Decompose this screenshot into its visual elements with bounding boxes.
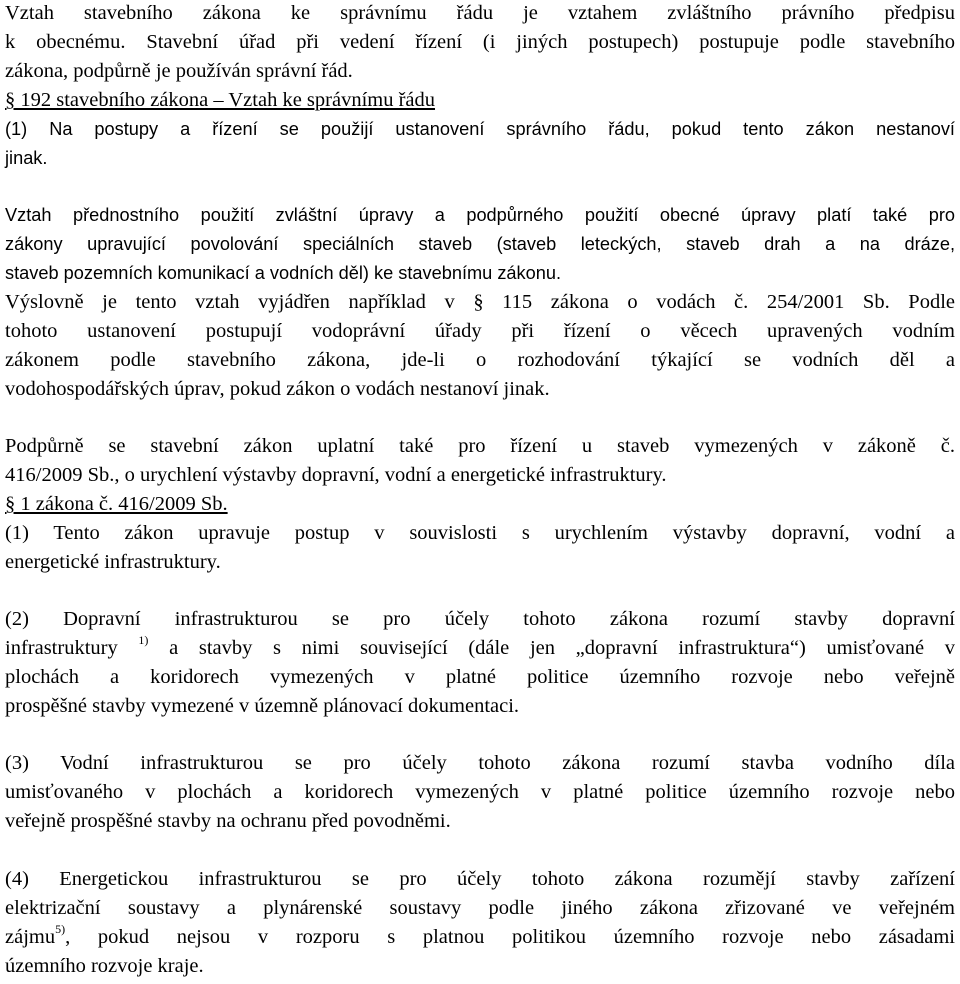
text-line: zákona, podpůrně je používán správní řád. [5,60,353,82]
text-line: Výslovně je tento vztah vyjádřen například v § 115 zákona o vodách č. 254/2001 Sb. Podle [5,291,955,313]
text-line: umisťovaného v plochách a koridorech vymezených v platné politice územního rozvoje nebo [5,781,955,803]
text-span: infrastruktury [5,637,139,659]
section-heading [5,87,955,114]
text-line: (2) Dopravní infrastrukturou se pro účely tohoto zákona rozumí stavby dopravní [5,608,955,630]
text-line: plochách a koridorech vymezených v platné politice územního rozvoje nebo veřejně [5,666,955,688]
text-line: Vztah přednostního použití zvláštní úpravy a podpůrného použití obecné úpravy platí také pro [5,205,955,225]
text-line: územního rozvoje kraje. [5,955,204,977]
text-line: (1) Na postupy a řízení se použijí ustanovení správního řádu, pokud tento zákon nestanoví [5,119,955,139]
law-heading [5,491,955,518]
text-line: elektrizační soustavy a plynárenské soustavy podle jiného zákona zřizované ve veřejném [5,897,955,919]
text-line: (3) Vodní infrastrukturou se pro účely tohoto zákona rozumí stavba vodního díla [5,752,955,774]
text-span: zájmu [5,926,56,948]
footnote-ref: 1) [138,633,149,648]
text-line: staveb pozemních komunikací a vodních děl) ke stavebnímu zákonu. [5,263,562,283]
text-line: tohoto ustanovení postupují vodoprávní úřady při řízení o věcech upravených vodním [5,320,955,342]
text-line: (4) Energetickou infrastrukturou se pro účely tohoto zákona rozumějí stavby zařízení [5,868,955,890]
text-line: veřejně prospěšné stavby na ochranu před povodněmi. [5,810,451,832]
text-line: Podpůrně se stavební zákon uplatní také pro řízení u staveb vymezených v zákoně č. [5,435,955,457]
text-span: a stavby s nimi související (dále jen „dopravní infrastruktura“) umisťované v [148,637,955,659]
text-line: Vztah stavebního zákona ke správnímu řádu je vztahem zvláštního právního předpisu [5,2,955,24]
footnote-ref: 5) [55,922,66,937]
text-span: , pokud nejsou v rozporu s platnou politikou územního rozvoje nebo zásadami [65,926,955,948]
text-line: zákonem podle stavebního zákona, jde-li o rozhodování týkající se vodních děl a [5,349,955,371]
text-line: zákony upravující povolování speciálních staveb (staveb leteckých, staveb drah a na dráze, [5,234,955,254]
text-line: vodohospodářských úprav, pokud zákon o vodách nestanoví jinak. [5,378,550,400]
text-line: prospěšné stavby vymezené v územně plánovací dokumentaci. [5,695,520,717]
text-line [5,635,955,662]
text-line: (1) Tento zákon upravuje postup v souvislosti s urychlením výstavby dopravní, vodní a [5,522,955,544]
text-line [5,924,955,951]
text-line: k obecnému. Stavební úřad při vedení řízení (i jiných postupech) postupuje podle stavebního [5,31,955,53]
text-line: jinak. [5,148,48,168]
section-heading-text: § 192 stavebního zákona – Vztah ke správnímu řádu [5,89,436,111]
law-heading-text: § 1 zákona č. 416/2009 Sb. [5,493,228,515]
text-line: 416/2009 Sb., o urychlení výstavby dopravní, vodní a energetické infrastruktury. [5,464,667,486]
text-line: energetické infrastruktury. [5,551,221,573]
